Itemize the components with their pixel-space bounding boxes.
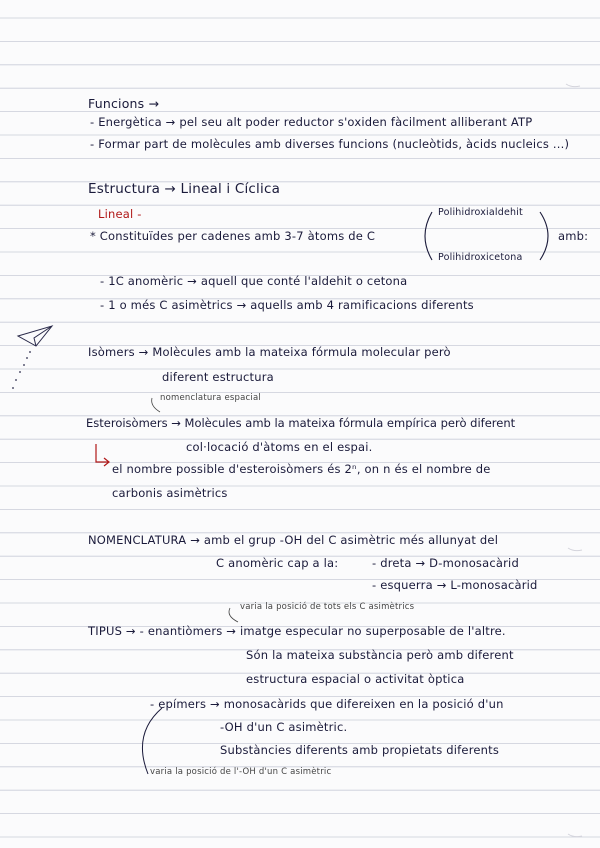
nombre-line-2: carbonis asimètrics	[112, 486, 228, 500]
epimers-line-1: - epímers → monosacàrids que difereixen en la posició d'un	[150, 697, 504, 711]
varia-oh-note: varia la posició de l'-OH d'un C asimètric	[150, 767, 332, 777]
tipus-line-3: estructura espacial o activitat òptica	[246, 672, 465, 686]
funcio-energetica: - Energètica → pel seu alt poder reductor s'oxiden fàcilment alliberant ATP	[90, 115, 533, 129]
varia-tots-note: varia la posició de tots els C asimètrics	[240, 602, 415, 612]
nomenclatura-line-1: NOMENCLATURA → amb el grup -OH del C asimètric més allunyat del	[88, 533, 499, 547]
tipus-enantiomers: TIPUS → - enantiòmers → imatge especular no superposable de l'altre.	[88, 624, 506, 638]
estructura-heading: Estructura → Lineal i Cíclica	[88, 181, 281, 197]
isomers-line-2: diferent estructura	[162, 370, 274, 384]
epimers-line-2: -OH d'un C asimètric.	[220, 720, 348, 734]
funcio-formar-part: - Formar part de molècules amb diverses funcions (nucleòtids, àcids nucleics ...)	[90, 137, 570, 151]
funcions-heading: Funcions →	[88, 96, 160, 111]
dreta-d-monosacarid: - dreta → D-monosacàrid	[372, 556, 519, 570]
polihidroxicetona-label: Polihidroxicetona	[438, 252, 523, 263]
amb-label: amb:	[558, 229, 589, 243]
esteroisomers-line-2: col·locació d'àtoms en el espai.	[186, 440, 373, 454]
esquerra-l-monosacarid: - esquerra → L-monosacàrid	[372, 578, 538, 592]
nomenclatura-espacial-note: nomenclatura espacial	[160, 393, 261, 403]
nomenclatura-line-2: C anomèric cap a la:	[216, 556, 339, 570]
polihidroxialdehit-label: Polihidroxialdehit	[438, 207, 523, 218]
tipus-line-2: Són la mateixa substància però amb diferent	[246, 648, 514, 662]
nombre-line-1: el nombre possible d'esteroisòmers és 2ⁿ, on n és el nombre de	[112, 462, 491, 476]
c-anomeric-text: - 1C anomèric → aquell que conté l'aldehit o cetona	[100, 274, 408, 288]
esteroisomers-line-1: Esteroisòmers → Molècules amb la mateixa fórmula empírica però diferent	[86, 416, 516, 430]
constituides-text: * Constituïdes per cadenes amb 3-7 àtoms de C	[90, 229, 376, 243]
epimers-line-3: Substàncies diferents amb propietats diferents	[220, 743, 500, 757]
c-asimetrics-text: - 1 o més C asimètrics → aquells amb 4 ramificacions diferents	[100, 298, 474, 312]
lineal-heading: Lineal -	[98, 207, 142, 221]
isomers-line-1: Isòmers → Molècules amb la mateixa fórmula molecular però	[88, 345, 451, 359]
